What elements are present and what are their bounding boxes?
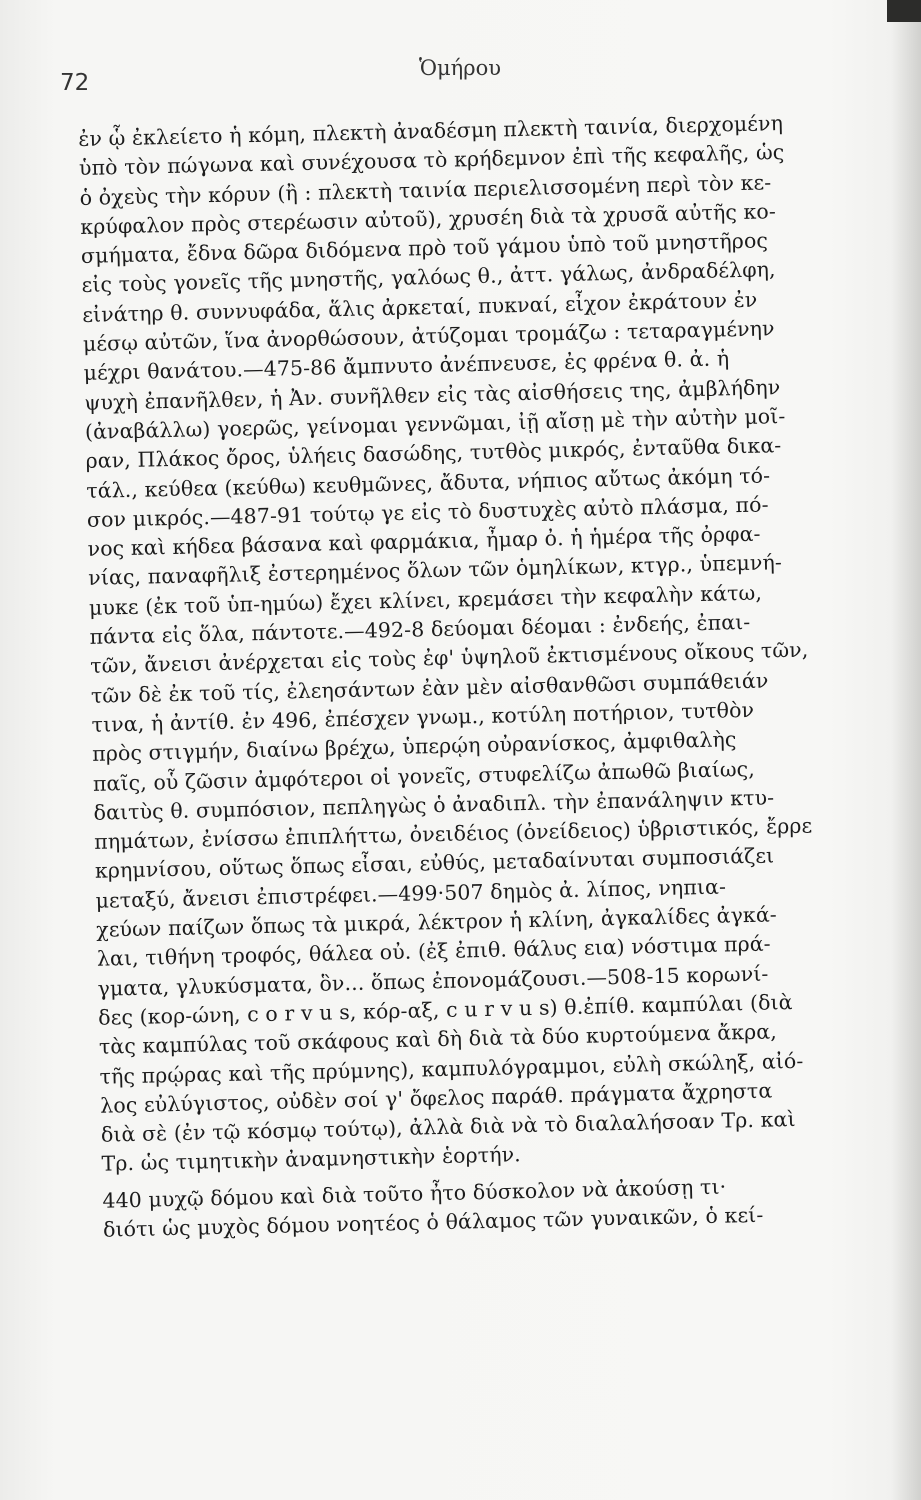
text-line: τῆς πρῴρας καὶ τῆς πρύμνης), καμπυλόγραμμοι, εὐλὴ σκώληξ, αἰό-: [99, 1048, 804, 1089]
page-number: 72: [60, 70, 90, 96]
text-line: ραν, Πλάκος ὄρος, ὑλήεις δασώδης, τυτθὸς μικρός, ἐνταῦθα δικα-: [85, 433, 782, 474]
text-line: σον μικρός.—487-91 τούτῳ γε εἰς τὸ δυστυχὲς αὐτὸ πλάσμα, πό-: [86, 492, 769, 532]
text-line: μυκε (ἐκ τοῦ ὑπ-ημύω) ἔχει κλίνει, κρεμάσει τὴν κεφαλὴν κάτω,: [88, 580, 763, 620]
text-line: γματα, γλυκύσματα, ὃν... ὅπως ἐπονομάζουσι.—508-15 κορωνί-: [97, 961, 769, 1001]
text-line: εἰνάτηρ θ. συννυφάδα, ἅλις ἀρκεταί, πυκναί, εἶχον ἐκράτουν ἐν: [82, 287, 758, 327]
text-line: ὁ ὀχεὺς τὴν κόρυν (ἢ : πλεκτὴ ταινία περιελισσομένη περὶ τὸν κε-: [79, 169, 772, 210]
text-line: τῶν, ἄνεισι ἀνέρχεται εἰς τοὺς ἐφ' ὑψηλοῦ ἐκτισμένους οἴκους τῶν,: [90, 637, 809, 679]
text-line: τινα, ἡ ἀντίθ. ἐν 496, ἐπέσχεν γνωμ., κοτύλη ποτήριον, τυτθὸν: [91, 697, 755, 737]
text-line: τάλ., κεύθεα (κεύθω) κευθμῶνες, ἄδυτα, νήπιος αὔτως ἀκόμη τό-: [86, 462, 771, 503]
text-line: χεύων παίζων ὅπως τὰ μικρά, λέκτρον ἡ κλίνη, ἀγκαλίδες ἀγκά-: [95, 902, 778, 942]
text-line: σμήματα, ἔδνα δῶρα διδόμενα πρὸ τοῦ γάμου ὑπὸ τοῦ μνηστῆρος: [80, 228, 769, 269]
text-line: (ἀναβάλλω) γοερῶς, γείνομαι γεννῶμαι, ἰῇ αἴσῃ μὲ τὴν αὐτὴν μοῖ-: [84, 403, 786, 444]
text-line: πάντα εἰς ὅλα, πάντοτε.—492-8 δεύομαι δέομαι : ἐνδεής, ἐπαι-: [89, 609, 751, 649]
text-line: κρύφαλον πρὸς στερέωσιν αὐτοῦ), χρυσέη διὰ τὰ χρυσᾶ αὐτῆς κο-: [80, 199, 777, 239]
text-line: νίας, παναφῆλιξ ἐστερημένος ὅλων τῶν ὁμηλίκων, κτγρ., ὑπεμνή-: [88, 550, 783, 591]
text-line: μέσῳ αὐτῶν, ἵνα ἀνορθώσουν, ἀτύζομαι τρομάζω : τεταραγμένην: [82, 316, 775, 357]
text-line: ψυχὴ ἐπανῆλθεν, ἡ Ἀν. συνῆλθεν εἰς τὰς αἰσθήσεις της, ἀμβλήδην: [84, 374, 781, 415]
text-line: δες (κορ-ώνη, c o r v u s, κόρ-αξ, c u r v u s) θ.ἐπίθ. καμπύλαι (διὰ: [97, 989, 793, 1030]
text-line: λαι, τιθήνη τροφός, θάλεα οὐ. (ἐξ ἐπιθ. θάλυς εια) νόστιμα πρά-: [96, 931, 771, 972]
text-line: λος εὐλύγιστος, οὐδὲν σοί γ' ὄφελος παράθ. πράγματα ἄχρηστα: [99, 1078, 773, 1118]
text-line: ἐν ᾧ ἐκλείετο ἡ κόμη, πλεκτὴ ἀναδέσμη πλεκτὴ ταινία, διερχομένη: [78, 111, 784, 151]
commentary-text: [78, 107, 885, 1245]
text-line: ὑπὸ τὸν πώγωνα καὶ συνέχουσα τὸ κρήδεμνον ἐπὶ τῆς κεφαλῆς, ὡς: [78, 140, 785, 181]
text-line: μέχρι θανάτου.—475-86 ἄμπνυτο ἀνέπνευσε, ἐς φρένα θ. ἀ. ἡ: [83, 346, 730, 386]
text-line: εἰς τοὺς γονεῖς τῆς μνηστῆς, γαλόως θ., ἀττ. γάλως, ἀνδραδέλφη,: [81, 257, 776, 298]
text-line: 440 μυχῷ δόμου καὶ διὰ τοῦτο ἦτο δύσκολον νὰ ἀκούσῃ τι·: [102, 1174, 727, 1213]
running-head: Ὁμήρου: [418, 56, 502, 80]
text-line: διότι ὡς μυχὸς δόμου νοητέος ὁ θάλαμος τῶν γυναικῶν, ὁ κεί-: [102, 1202, 764, 1242]
text-line: τῶν δὲ ἐκ τοῦ τίς, ἐλεησάντων ἐὰν μὲν αἰσθανθῶσι συμπάθειάν: [90, 668, 769, 708]
text-line: Τρ. ὡς τιμητικὴν ἀναμνηστικὴν ἑορτήν.: [101, 1142, 522, 1177]
text-line: κρημνίσου, οὕτως ὅπως εἶσαι, εὐθύς, μεταδαίνυται συμποσιάζει: [94, 843, 775, 884]
text-line: μεταξύ, ἄνεισι ἐπιστρέφει.—499·507 δημὸς ἀ. λίπος, νηπια-: [95, 874, 727, 913]
text-line: παῖς, οὗ ζῶσιν ἀμφότεροι οἱ γονεῖς, στυφελίζω ἀπωθῶ βιαίως,: [92, 756, 756, 796]
text-line: πημάτων, ἐνίσσω ἐπιπλήττω, ὀνειδέιος (ὀνείδειος) ὑβριστικός, ἔρρε: [93, 813, 813, 854]
page-edge-shadow: [891, 0, 921, 1500]
text-line: τὰς καμπύλας τοῦ σκάφους καὶ δὴ διὰ τὰ δύο κυρτούμενα ἄκρα,: [98, 1019, 778, 1059]
scan-corner-mark: [887, 0, 921, 22]
text-line: πρὸς στιγμήν, διαίνω βρέχω, ὑπερῴη οὐρανίσκος, ἀμφιθαλὴς: [92, 727, 737, 767]
text-line: νος καὶ κήδεα βάσανα καὶ φαρμάκια, ἦμαρ ὀ. ἡ ἡμέρα τῆς ὀρφα-: [87, 521, 761, 562]
text-line: διὰ σὲ (ἐν τῷ κόσμῳ τούτῳ), ἀλλὰ διὰ νὰ τὸ διαλαλήσοαν Τρ. καὶ: [100, 1107, 796, 1147]
text-line: δαιτὺς θ. συμπόσιον, πεπληγὼς ὁ ἀναδιπλ. τὴν ἐπανάληψιν κτυ-: [93, 785, 775, 825]
page-header: [60, 52, 860, 96]
